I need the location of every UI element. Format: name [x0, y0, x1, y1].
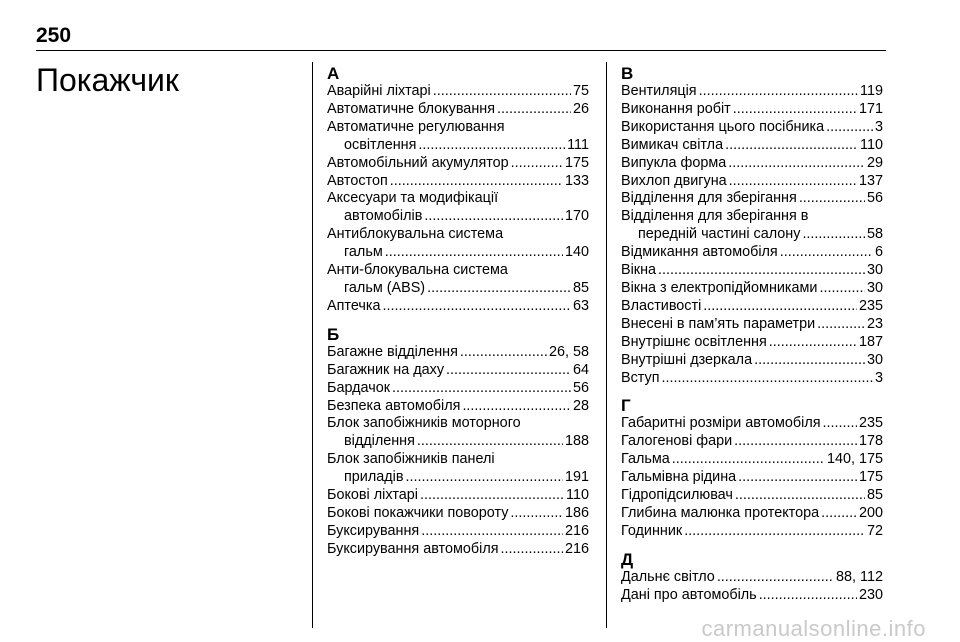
index-entry[interactable] — [621, 83, 883, 101]
dot-leader — [662, 370, 873, 388]
section-letter: Б — [327, 324, 340, 344]
index-entry[interactable] — [621, 119, 883, 137]
entry-text: Гальма — [621, 451, 670, 468]
entry-text: гальм (ABS) — [344, 279, 426, 296]
dot-leader — [759, 587, 857, 605]
dot-leader — [728, 155, 865, 173]
entry-page-ref[interactable]: 175 — [858, 469, 883, 486]
dot-leader — [769, 334, 857, 352]
entry-text: Автоматичне регулювання — [327, 118, 505, 135]
index-entry[interactable] — [621, 587, 883, 605]
entry-page-ref[interactable]: 58 — [866, 226, 883, 243]
dot-leader — [821, 505, 857, 523]
dot-leader — [433, 83, 571, 101]
index-entry[interactable] — [327, 380, 589, 398]
dot-leader — [497, 101, 571, 119]
entry-text: Блок запобіжників моторного — [327, 415, 521, 432]
dot-leader — [826, 119, 873, 137]
entry-text: відділення — [344, 433, 415, 450]
dot-leader — [819, 280, 865, 298]
dot-leader — [733, 101, 857, 119]
entry-page-ref[interactable]: 85 — [866, 487, 883, 504]
entry-page-ref[interactable]: 3 — [874, 118, 883, 135]
dot-leader — [421, 523, 563, 541]
dot-leader — [405, 469, 563, 487]
index-entry[interactable] — [621, 316, 883, 334]
index-entry[interactable] — [327, 415, 589, 451]
entry-text: Вступ — [621, 369, 660, 386]
entry-text: Багажне відділення — [327, 343, 458, 360]
entry-page-ref[interactable]: 30 — [866, 279, 883, 296]
dot-leader — [511, 155, 563, 173]
entry-text: Внутрішні дзеркала — [621, 351, 753, 368]
entry-page-ref[interactable]: 56 — [572, 379, 589, 396]
index-entry[interactable] — [327, 155, 589, 173]
entry-page-ref[interactable]: 191 — [564, 469, 589, 486]
dot-leader — [427, 280, 571, 298]
index-entry[interactable] — [327, 541, 589, 559]
entry-page-ref[interactable]: 6 — [874, 244, 883, 261]
section-letter: Д — [621, 549, 634, 569]
dot-leader — [703, 298, 857, 316]
entry-page-ref[interactable]: 30 — [866, 262, 883, 279]
index-entry[interactable] — [327, 190, 589, 226]
dot-leader — [735, 487, 865, 505]
entry-page-ref[interactable]: 140, 175 — [826, 451, 883, 468]
dot-leader — [672, 451, 825, 469]
entry-page-ref[interactable]: 28 — [572, 397, 589, 414]
index-entry[interactable] — [621, 370, 883, 388]
index-entry[interactable] — [327, 523, 589, 541]
entry-text: Бокові ліхтарі — [327, 487, 419, 504]
dot-leader — [418, 137, 565, 155]
index-entry[interactable] — [621, 280, 883, 298]
dot-leader — [392, 380, 571, 398]
entry-page-ref[interactable]: 171 — [858, 100, 883, 117]
entry-text: приладів — [344, 469, 404, 486]
entry-page-ref[interactable]: 110 — [860, 136, 883, 153]
index-entry[interactable] — [621, 433, 883, 451]
index-entry[interactable] — [327, 119, 589, 155]
entry-page-ref[interactable]: 200 — [858, 504, 883, 521]
index-entry[interactable] — [621, 190, 883, 208]
index-entry[interactable] — [327, 344, 589, 362]
entry-page-ref[interactable]: 133 — [564, 172, 589, 189]
dot-leader — [446, 362, 571, 380]
entry-text: Вентиляція — [621, 83, 697, 99]
dot-leader — [802, 226, 865, 244]
entry-text: Відділення для зберігання — [621, 190, 797, 207]
index-entry[interactable] — [621, 155, 883, 173]
entry-text: Автомобільний акумулятор — [327, 154, 509, 171]
column-divider — [312, 62, 313, 628]
page-number: 250 — [36, 24, 72, 47]
entry-text: Дані про автомобіль — [621, 586, 757, 603]
index-entry[interactable] — [327, 505, 589, 523]
entry-text: освітлення — [344, 136, 417, 153]
entry-page-ref[interactable]: 72 — [866, 522, 883, 539]
entry-text: Вихлоп двигуна — [621, 172, 727, 189]
entry-page-ref[interactable]: 216 — [564, 540, 589, 557]
index-entry[interactable] — [327, 262, 589, 298]
dot-leader — [462, 398, 571, 416]
dot-leader — [725, 137, 858, 155]
dot-leader — [799, 190, 865, 208]
entry-text: Дальнє світло — [621, 568, 715, 585]
section-letter: Г — [621, 396, 631, 416]
entry-text: Автостоп — [327, 172, 388, 189]
entry-text: Анти-блокувальна система — [327, 262, 508, 279]
entry-text: Блок запобіжників панелі — [327, 451, 495, 468]
index-column-1 — [327, 64, 589, 559]
watermark: carmanualsonline.info — [701, 616, 926, 641]
index-entry[interactable] — [621, 173, 883, 191]
entry-text: Вікна з електропідйомниками — [621, 279, 818, 296]
index-entry[interactable] — [621, 244, 883, 262]
entry-text: Буксирування — [327, 522, 420, 539]
entry-page-ref[interactable]: 85 — [572, 279, 589, 296]
entry-text: Гідропідсилювач — [621, 487, 733, 504]
entry-page-ref[interactable]: 175 — [564, 154, 589, 171]
entry-page-ref[interactable]: 26 — [572, 100, 589, 117]
dot-leader — [417, 433, 563, 451]
column-divider — [606, 62, 607, 628]
entry-text: Аптечка — [327, 297, 381, 314]
entry-page-ref[interactable]: 88, 112 — [836, 568, 883, 585]
entry-text: Внутрішнє освітлення — [621, 333, 767, 350]
entry-page-ref[interactable]: 119 — [860, 83, 883, 99]
entry-text: Галогенові фари — [621, 433, 733, 450]
entry-text: Аксесуари та модифікації — [327, 190, 499, 207]
entry-text: Виконання робіт — [621, 100, 731, 117]
entry-page-ref[interactable]: 187 — [858, 333, 883, 350]
entry-text: Автоматичне блокування — [327, 100, 495, 117]
index-entry[interactable] — [621, 451, 883, 469]
dot-leader — [780, 244, 873, 262]
dot-leader — [734, 433, 857, 451]
entry-page-ref[interactable]: 111 — [567, 136, 589, 153]
entry-text: Використання цього посібника — [621, 118, 825, 135]
index-column-2 — [621, 64, 883, 605]
dot-leader — [658, 262, 865, 280]
entry-text: Глибина малюнка протектора — [621, 504, 820, 521]
entry-page-ref[interactable]: 23 — [866, 315, 883, 332]
section-letter: А — [327, 64, 340, 83]
entry-text: Габаритні розміри автомобіля — [621, 415, 821, 432]
entry-text: Випукла форма — [621, 154, 727, 171]
entry-text: передній частині салону — [638, 226, 801, 243]
header-rule — [36, 50, 886, 51]
index-entry[interactable] — [327, 487, 589, 505]
entry-text: Внесені в пам’ять параметри — [621, 315, 816, 332]
entry-page-ref[interactable]: 186 — [564, 504, 589, 521]
entry-text: автомобілів — [344, 208, 423, 225]
entry-text: Годинник — [621, 522, 683, 539]
dot-leader — [817, 316, 865, 334]
section-letter: В — [621, 64, 634, 83]
entry-text: Антиблокувальна система — [327, 226, 504, 243]
index-entry[interactable] — [621, 298, 883, 316]
entry-page-ref[interactable]: 140 — [564, 244, 589, 261]
entry-page-ref[interactable]: 170 — [564, 208, 589, 225]
entry-page-ref[interactable]: 29 — [866, 154, 883, 171]
entry-text: Відділення для зберігання в — [621, 208, 809, 225]
dot-leader — [738, 469, 857, 487]
index-entry[interactable] — [327, 226, 589, 262]
index-entry[interactable] — [621, 415, 883, 433]
index-entry[interactable] — [621, 569, 883, 587]
entry-page-ref[interactable]: 137 — [858, 172, 883, 189]
entry-page-ref[interactable]: 56 — [866, 190, 883, 207]
index-entry[interactable] — [327, 83, 589, 101]
index-entry[interactable] — [621, 505, 883, 523]
dot-leader — [717, 569, 834, 587]
index-entry[interactable] — [621, 208, 883, 244]
index-entry[interactable] — [621, 469, 883, 487]
entry-text: Аварійні ліхтарі — [327, 83, 431, 99]
entry-page-ref[interactable]: 216 — [564, 522, 589, 539]
index-entry[interactable] — [621, 487, 883, 505]
entry-text: Бокові покажчики повороту — [327, 504, 509, 521]
entry-page-ref[interactable]: 110 — [566, 487, 589, 504]
index-entry[interactable] — [621, 334, 883, 352]
dot-leader — [684, 523, 865, 541]
entry-page-ref[interactable]: 230 — [858, 586, 883, 603]
entry-text: Гальмівна рідина — [621, 469, 737, 486]
index-entry[interactable] — [621, 352, 883, 370]
index-entry[interactable] — [327, 362, 589, 380]
dot-leader — [460, 344, 547, 362]
index-entry[interactable] — [621, 101, 883, 119]
entry-page-ref[interactable]: 75 — [572, 83, 589, 99]
entry-text: Бардачок — [327, 379, 391, 396]
index-entry[interactable] — [621, 523, 883, 541]
entry-text: Властивості — [621, 297, 702, 314]
entry-text: Буксирування автомобіля — [327, 540, 499, 557]
dot-leader — [699, 83, 858, 101]
dot-leader — [729, 173, 857, 191]
index-entry[interactable] — [327, 173, 589, 191]
entry-text: Відмикання автомобіля — [621, 244, 778, 261]
index-entry[interactable] — [621, 262, 883, 280]
dot-leader — [754, 352, 865, 370]
entry-text: гальм — [344, 244, 383, 261]
dot-leader — [390, 173, 563, 191]
dot-leader — [823, 415, 857, 433]
dot-leader — [501, 541, 563, 559]
entry-page-ref[interactable]: 26, 58 — [548, 343, 589, 360]
entry-page-ref[interactable]: 63 — [572, 297, 589, 314]
index-entry[interactable] — [327, 451, 589, 487]
entry-text: Вікна — [621, 262, 657, 279]
index-entry[interactable] — [327, 398, 589, 416]
dot-leader — [385, 244, 563, 262]
entry-text: Безпека автомобіля — [327, 397, 461, 414]
index-entry[interactable] — [327, 298, 589, 316]
index-entry[interactable] — [621, 137, 883, 155]
dot-leader — [424, 208, 563, 226]
entry-page-ref[interactable]: 64 — [572, 361, 589, 378]
dot-leader — [510, 505, 563, 523]
dot-leader — [382, 298, 571, 316]
entry-page-ref[interactable]: 30 — [866, 351, 883, 368]
entry-page-ref[interactable]: 235 — [858, 297, 883, 314]
entry-text: Вимикач світла — [621, 136, 724, 153]
entry-page-ref[interactable]: 3 — [874, 369, 883, 386]
index-entry[interactable] — [327, 101, 589, 119]
entry-page-ref[interactable]: 235 — [858, 415, 883, 432]
entry-page-ref[interactable]: 188 — [564, 433, 589, 450]
index-title: Покажчик — [36, 62, 179, 98]
entry-page-ref[interactable]: 178 — [858, 433, 883, 450]
entry-text: Багажник на даху — [327, 361, 445, 378]
dot-leader — [420, 487, 564, 505]
